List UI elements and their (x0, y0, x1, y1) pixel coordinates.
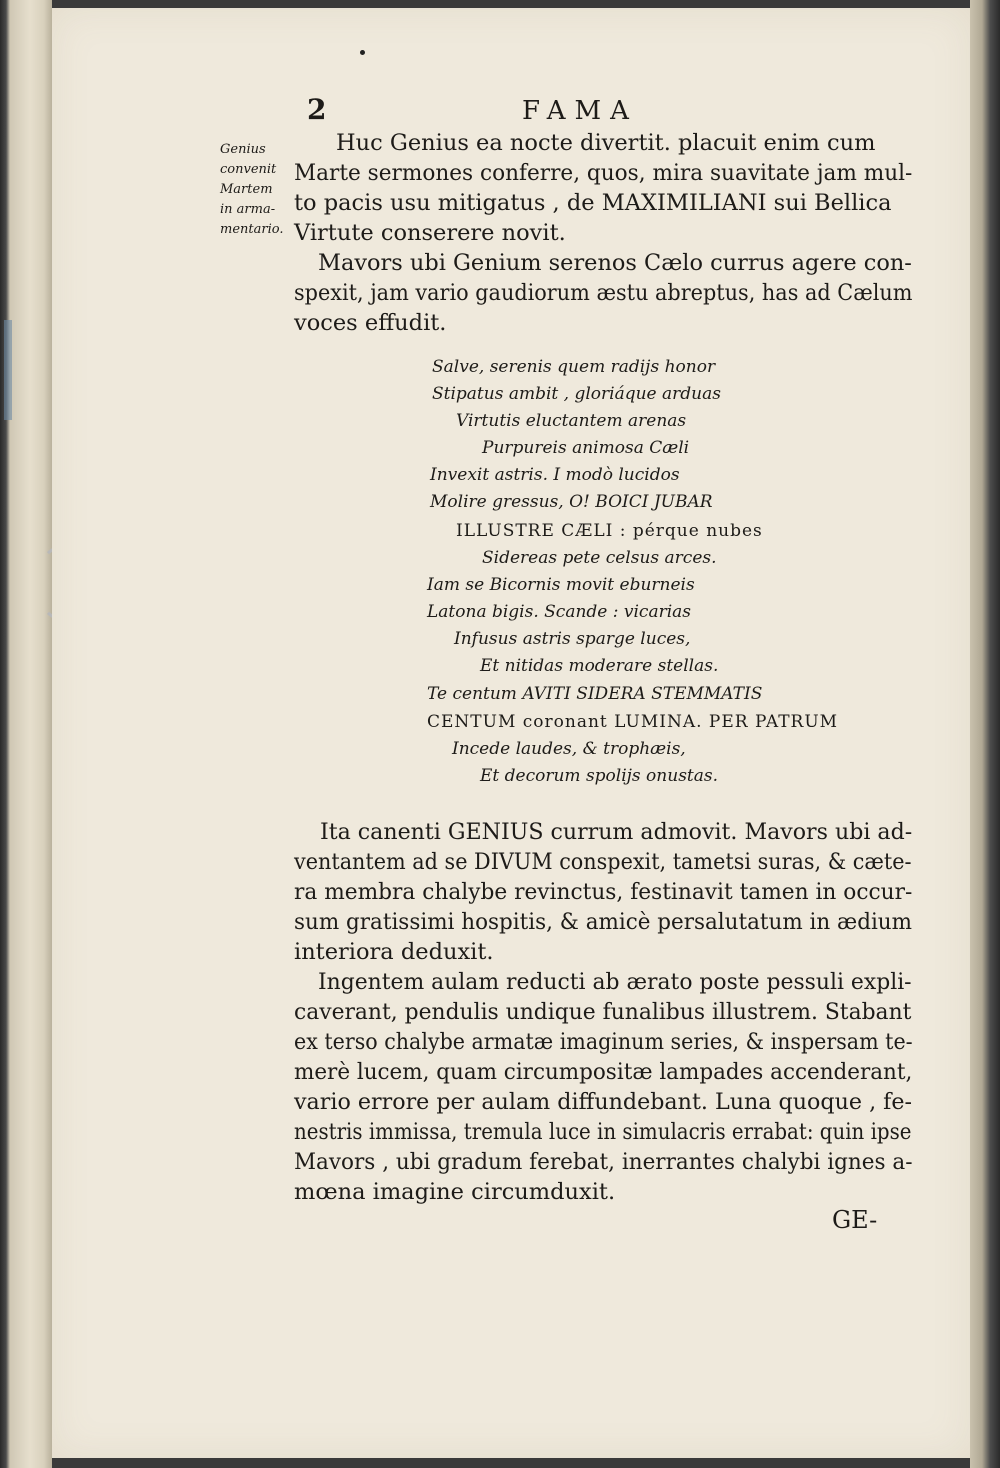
verse-line: Salve, serenis quem radijs honor (432, 357, 716, 377)
book-spine-edge (0, 0, 52, 1468)
text-line: voces effudit. (294, 310, 447, 336)
ink-dot (360, 50, 365, 55)
text-line: ra membra chalybe revinctus, festinavit tamen in occur- (294, 879, 913, 905)
text-line: vario errore per aulam diffundebant. Luna quoque , fe- (294, 1089, 913, 1115)
marginal-note-line: in arma- (220, 202, 276, 217)
verse-line: Latona bigis. Scande : vicarias (427, 602, 691, 622)
catchword: GE- (832, 1206, 878, 1234)
text-line: to pacis usu mitigatus , de MAXIMILIANI sui Bellica (294, 190, 892, 216)
marginal-note-line: mentario. (220, 222, 284, 237)
verse-line: Sidereas pete celsus arces. (482, 548, 717, 568)
verse-line: ILLUSTRE CÆLI : pérque nubes (456, 521, 763, 541)
verse-line: Iam se Bicornis movit eburneis (427, 575, 695, 595)
verse-line: Et decorum spolijs onustas. (480, 766, 719, 786)
text-line: sum gratissimi hospitis, & amicè persalutatum in ædium (294, 909, 912, 935)
verse-line: Infusus astris sparge luces, (454, 629, 691, 649)
facing-page-edge (970, 0, 1000, 1468)
text-line: mœna imagine circumduxit. (294, 1179, 616, 1205)
verse-line: Et nitidas moderare stellas. (480, 656, 719, 676)
verse-line: Te centum AVITI SIDERA STEMMATIS (427, 684, 763, 704)
verse-line: Stipatus ambit , gloriáque arduas (432, 384, 721, 404)
verse-line: Purpureis animosa Cæli (482, 438, 690, 458)
text-line: Mavors ubi Genium serenos Cælo currus agere con- (318, 250, 912, 276)
text-line: interiora deduxit. (294, 939, 494, 965)
verse-line: Incede laudes, & trophæis, (452, 739, 686, 759)
text-line: Mavors , ubi gradum ferebat, inerrantes chalybi ignes a- (294, 1149, 913, 1175)
marginal-note-line: convenit (220, 162, 277, 177)
marginal-note-line: Genius (220, 142, 266, 157)
text-line: Ingentem aulam reducti ab ærato poste pessuli expli- (318, 969, 912, 995)
book-page (52, 8, 970, 1458)
text-line: Ita canenti GENIUS currum admovit. Mavors ubi ad- (320, 819, 913, 845)
page-number: 2 (307, 93, 327, 126)
verse-line: Virtutis eluctantem arenas (456, 411, 687, 431)
text-line: caverant, pendulis undique funalibus illustrem. Stabant (294, 999, 912, 1025)
text-line: spexit, jam vario gaudiorum æstu abreptus, has ad Cælum (294, 280, 913, 306)
text-line: merè lucem, quam circumpositæ lampades accenderant, (294, 1059, 913, 1085)
text-line: ventantem ad se DIVUM conspexit, tametsi suras, & cæte- (294, 849, 912, 875)
text-line: nestris immissa, tremula luce in simulacris errabat: quin ipse (294, 1119, 912, 1145)
running-title: FAMA (522, 96, 638, 126)
verse-line: Molire gressus, O! BOICI JUBAR (430, 492, 713, 512)
text-line: Huc Genius ea nocte divertit. placuit enim cum (336, 130, 876, 156)
text-line: Virtute conserere novit. (294, 220, 566, 246)
verse-line: CENTUM coronant LUMINA. PER PATRUM (427, 712, 839, 732)
text-line: ex terso chalybe armatæ imaginum series, & inspersam te- (294, 1029, 913, 1055)
text-line: Marte sermones conferre, quos, mira suavitate jam mul- (294, 160, 913, 186)
marginal-note-line: Martem (220, 182, 273, 197)
verse-line: Invexit astris. I modò lucidos (430, 465, 680, 485)
